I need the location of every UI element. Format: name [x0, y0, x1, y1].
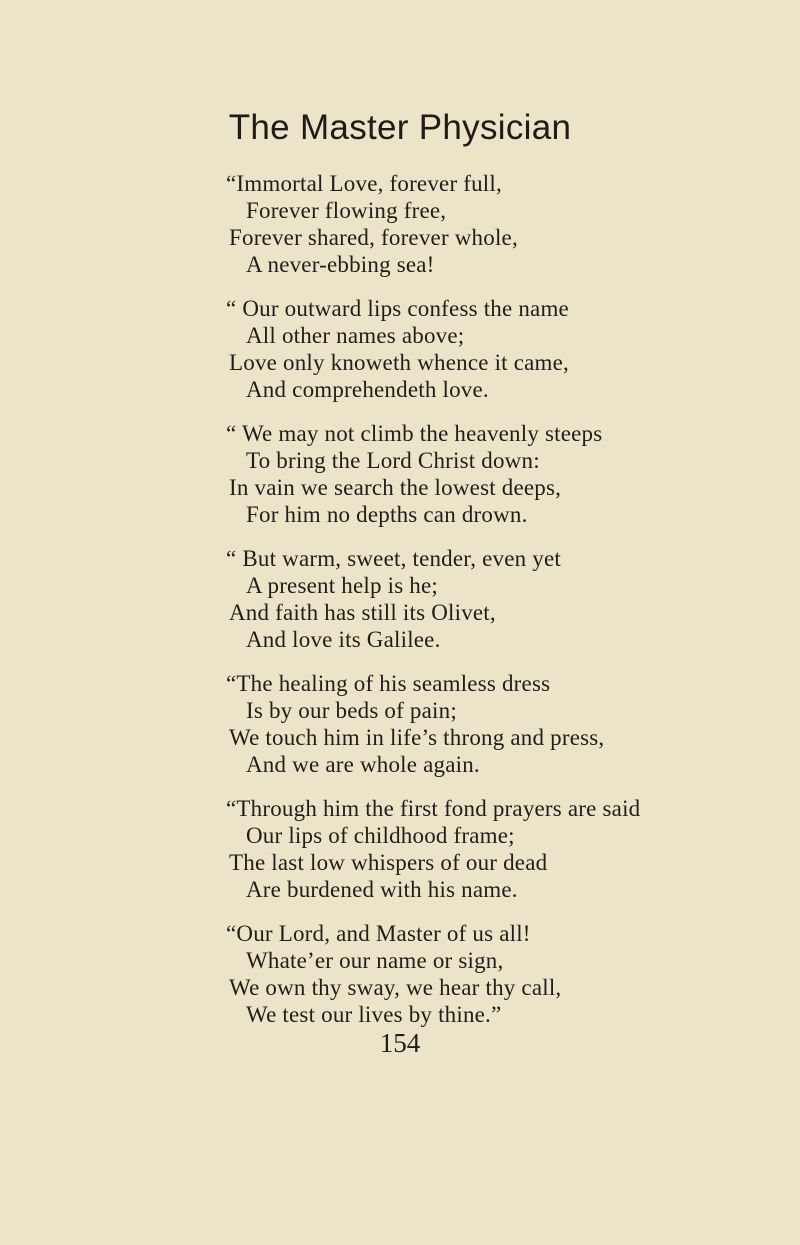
poem-line: A never-ebbing sea!	[246, 252, 435, 277]
poem-line: We touch him in life’s throng and press,	[229, 725, 605, 750]
poem-line: To bring the Lord Christ down:	[246, 448, 540, 473]
poem-line: We test our lives by thine.”	[246, 1002, 502, 1027]
poem-line: In vain we search the lowest deeps,	[229, 475, 562, 500]
poem-line: “ We may not climb the heavenly steeps	[226, 421, 603, 446]
poem-line: Whate’er our name or sign,	[246, 948, 504, 973]
poem-line: All other names above;	[246, 323, 465, 348]
poem-line: Is by our beds of pain;	[246, 698, 457, 723]
poem-line: And love its Galilee.	[246, 627, 441, 652]
poem-line: We own thy sway, we hear thy call,	[229, 975, 562, 1000]
poem-line: “ But warm, sweet, tender, even yet	[226, 546, 561, 571]
poem-line: Forever flowing free,	[246, 198, 447, 223]
poem-line: Love only knoweth whence it came,	[229, 350, 569, 375]
poem-line: A present help is he;	[246, 573, 438, 598]
poem-line: Our lips of childhood frame;	[246, 823, 515, 848]
poem-line: Are burdened with his name.	[246, 877, 518, 902]
poem-line: “The healing of his seamless dress	[226, 671, 551, 696]
poem-line: “Our Lord, and Master of us all!	[226, 921, 531, 946]
page-number: 154	[379, 1028, 421, 1058]
poem-line: Forever shared, forever whole,	[229, 225, 518, 250]
poem-line: And comprehendeth love.	[246, 377, 489, 402]
poem-line: “Through him the first fond prayers are said	[226, 796, 641, 821]
poem-line: “ Our outward lips confess the name	[226, 296, 569, 321]
page-title: The Master Physician	[228, 108, 572, 147]
poem-line: The last low whispers of our dead	[229, 850, 548, 875]
poem-line: For him no depths can drown.	[246, 502, 528, 527]
poem-line: And faith has still its Olivet,	[229, 600, 496, 625]
poem-line: “Immortal Love, forever full,	[226, 171, 502, 196]
poem-line: And we are whole again.	[246, 752, 480, 777]
